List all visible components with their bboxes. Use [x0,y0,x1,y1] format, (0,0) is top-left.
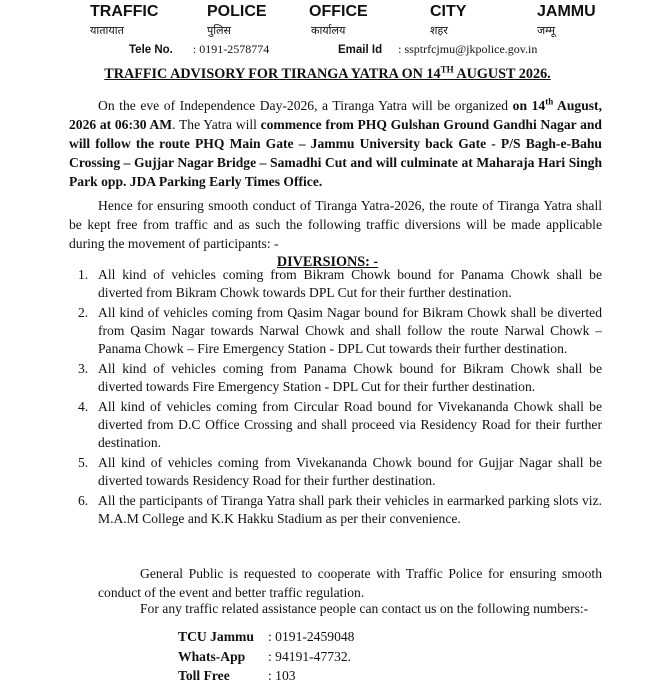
email-label: Email Id [338,44,383,56]
contact-whatsapp: Whats-App : 94191-47732. [178,649,352,664]
header-word-city: CITY [430,3,467,20]
header-hindi-city: शहर [430,24,448,37]
list-item: 1. All kind of vehicles coming from Bikram Chowk bound for Panama Chowk shall be diverted from Bikram Chowk towards DPL Cut for their further destination. [78,267,602,300]
diversion-intro-paragraph: Hence for ensuring smooth conduct of Tiranga Yatra-2026, the route of Tiranga Yatra shall be kept free from traffic and as such the following traffic diversions will be made applicable during the movement of participants: - [69,198,602,251]
contact-toll-free: Toll Free : 103 [178,668,296,683]
header-word-traffic: TRAFFIC [90,3,159,20]
header-hindi-office: कार्यालय [311,24,346,37]
diversions-list [74,266,602,530]
header-word-office: OFFICE [309,3,368,20]
header-word-jammu: JAMMU [537,3,596,20]
assistance-line: For any traffic related assistance people can contact us on the following numbers:- [140,601,589,616]
header-word-police: POLICE [207,3,267,20]
email-value[interactable]: : ssptrfcjmu@jkpolice.gov.in [398,42,538,56]
header-hindi-police: पुलिस [207,24,231,37]
list-item: 5. All kind of vehicles coming from Vivekananda Chowk bound for Gujjar Nagar shall be diverted towards Residency Road for their further destination. [78,455,602,488]
header-hindi-traffic: यातायात [90,24,124,37]
diversions-heading: DIVERSIONS: - [276,254,379,270]
intro-paragraph: On the eve of Independence Day-2026, a Tiranga Yatra will be organized on 14th August, 2026 at 06:30 AM. The Yatra will commence from PHQ Gulshan Ground Gandhi Nagar and will follow the route PHQ Main Gate – Jammu University back Gate - P/S Bagh-e-Bahu Crossing – Gujjar Nagar Bridge – Samadhi Cut and will culminate at Maharaja Hari Singh Park opp. JDA Parking Early Times Office. [69,96,602,189]
contact-tcu-jammu: TCU Jammu : 0191-2459048 [178,629,355,644]
header-hindi-jammu: जम्मू [537,24,556,37]
tele-row [129,42,269,57]
list-item: 4. All kind of vehicles coming from Circular Road bound for Vivekananda Chowk shall be diverted from D.C Office Crossing and shall proceed via Residency Road for their further destination. [78,399,602,450]
list-item: 6. All the participants of Tiranga Yatra shall park their vehicles in earmarked parking slots viz. M.A.M College and K.K Hakku Stadium as per their convenience. [78,493,602,526]
closing-paragraph: General Public is requested to cooperate with Traffic Police for ensuring smooth conduct of the event and better traffic regulation. [98,566,602,600]
tele-label: Tele No. [129,44,173,56]
list-item: 2. All kind of vehicles coming from Qasim Nagar bound for Bikram Chowk shall be diverted from Qasim Nagar towards Narwal Chowk and shall follow the route Narwal Chowk – Panama Chowk – Fire Emergency Station - DPL Cut towards their further destination. [78,305,602,356]
tele-value: : 0191-2578774 [192,42,270,56]
list-item: 3. All kind of vehicles coming from Panama Chowk bound for Bikram Chowk shall be diverted towards Fire Emergency Station - DPL Cut for their further destination. [78,361,602,394]
email-row [338,42,537,57]
advisory-title: TRAFFIC ADVISORY FOR TIRANGA YATRA ON 14TH AUGUST 2026. [104,64,551,82]
